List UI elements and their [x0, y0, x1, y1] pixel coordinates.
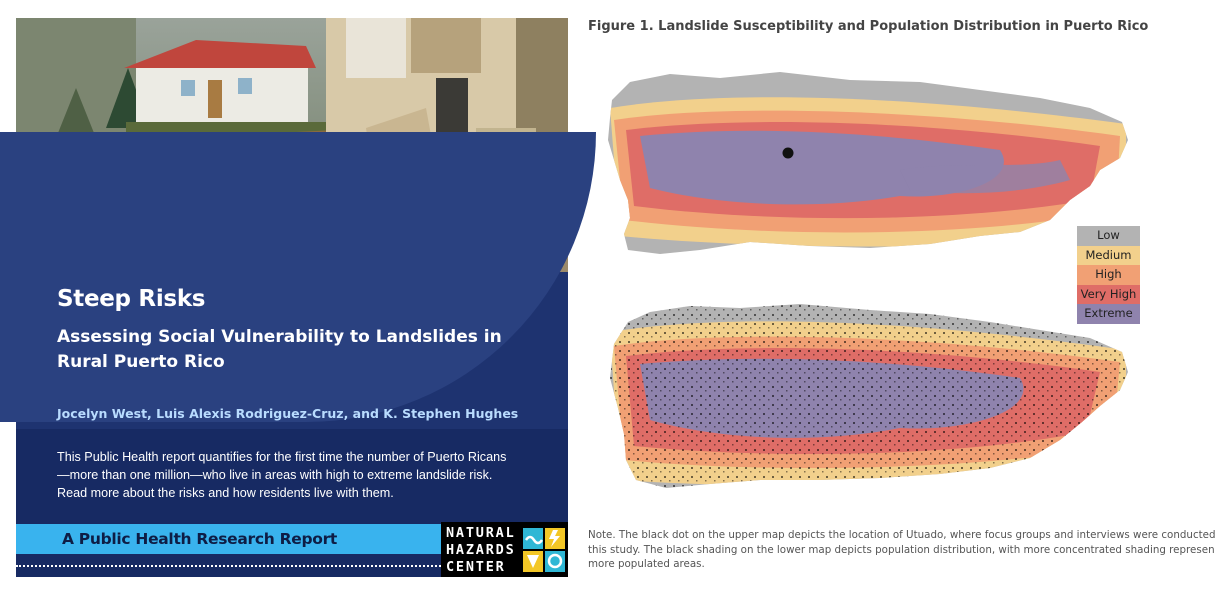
- legend-item-medium: Medium: [1077, 246, 1140, 266]
- population-map: [600, 300, 1140, 500]
- figure-note: [588, 528, 1216, 572]
- natural-hazards-center-logo: [441, 522, 568, 577]
- note-line: this study. The black shading on the lower map depicts population distribution, with more concentrated shading represen: [588, 543, 1215, 556]
- logo-word-hazards: HAZARDS: [446, 542, 516, 558]
- report-subtitle: Assessing Social Vulnerability to Landslides in Rural Puerto Rico: [57, 327, 502, 372]
- note-line: more populated areas.: [588, 558, 705, 571]
- utuado-location-marker: [783, 148, 794, 159]
- susceptibility-legend: [1077, 226, 1140, 324]
- report-type-banner: [16, 524, 441, 554]
- report-title: Steep Risks: [57, 286, 206, 312]
- report-description: This Public Health report quantifies for the first time the number of Puerto Ricans—more than one million—who live in areas with high to extreme landslide risk. Read more about the risks and how residents live with them.: [57, 450, 507, 500]
- legend-item-extreme: Extreme: [1077, 304, 1140, 324]
- dotted-divider: [16, 565, 441, 567]
- note-line: Note. The black dot on the upper map depicts the location of Utuado, where focus groups and interviews were conducted: [588, 529, 1216, 541]
- report-type-label: A Public Health Research Report: [62, 530, 338, 548]
- figure-title: Figure 1. Landslide Susceptibility and Population Distribution in Puerto Rico: [588, 19, 1149, 34]
- legend-item-very-high: Very High: [1077, 285, 1140, 305]
- hazard-symbols-icon: [523, 528, 565, 572]
- legend-item-low: Low: [1077, 226, 1140, 246]
- logo-word-natural: NATURAL: [446, 525, 516, 541]
- logo-word-center: CENTER: [446, 559, 506, 575]
- susceptibility-map: [600, 60, 1140, 260]
- report-cover: [16, 18, 568, 577]
- landslide-maps: [600, 60, 1140, 500]
- cover-title-panel: [16, 272, 568, 429]
- legend-item-high: High: [1077, 265, 1140, 285]
- report-authors: Jocelyn West, Luis Alexis Rodriguez-Cruz, and K. Stephen Hughes: [57, 406, 519, 421]
